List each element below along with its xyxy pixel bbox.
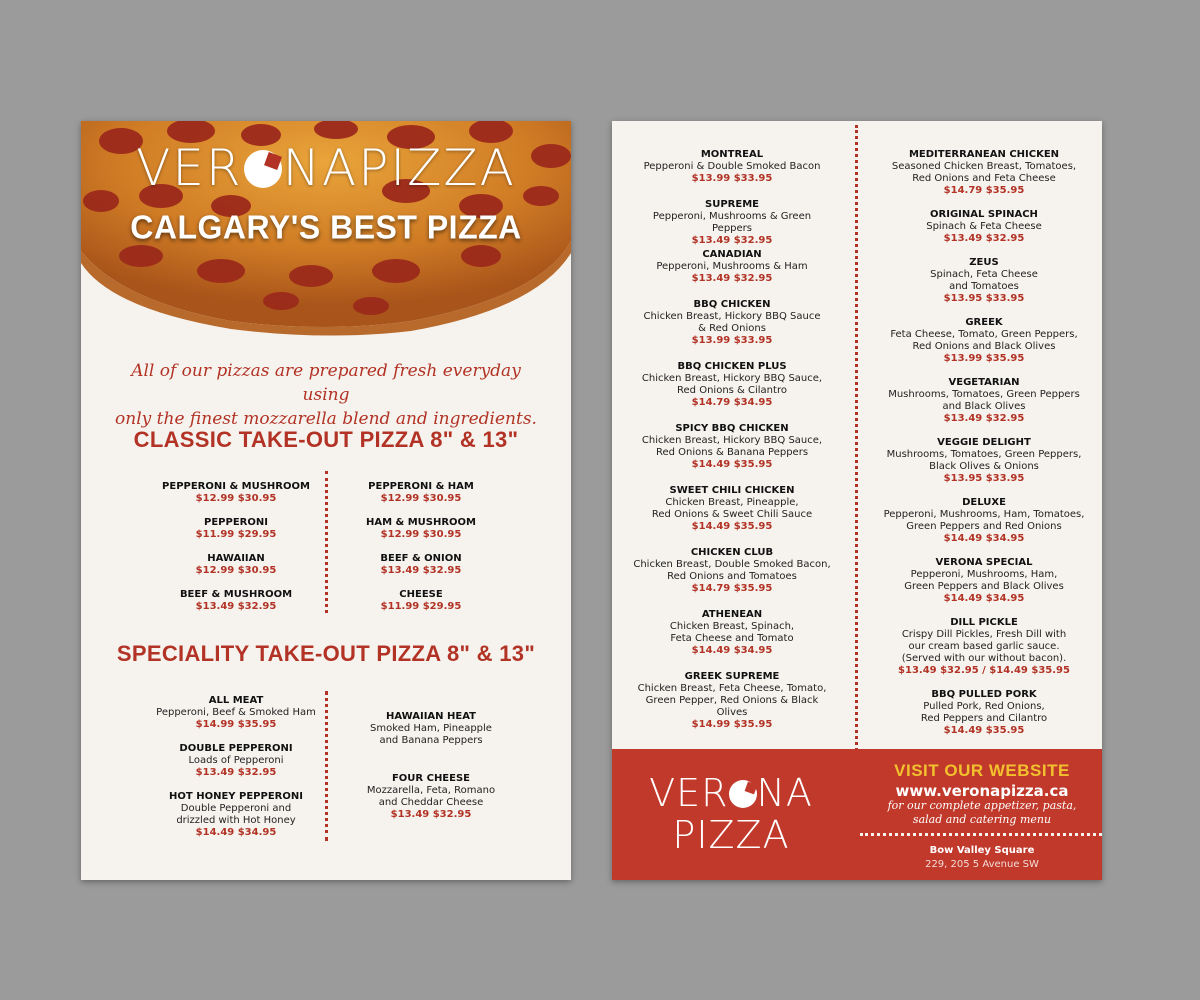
menu-item	[141, 481, 331, 517]
menu-item	[874, 317, 1094, 377]
item-name: BEEF & ONION	[380, 553, 462, 564]
footer-banner	[612, 749, 1102, 880]
item-description: Pepperoni, Mushrooms & Green Peppers	[652, 211, 812, 234]
item-name: VEGETARIAN	[948, 377, 1020, 388]
item-price: $13.49 $32.95	[943, 413, 1025, 424]
back-left-column	[632, 149, 832, 733]
menu-item	[632, 249, 832, 299]
item-description: and Banana Peppers	[379, 735, 483, 746]
item-price: $13.95 $33.95	[943, 473, 1025, 484]
item-description: (Served with our without bacon).	[901, 653, 1067, 664]
item-description: Chicken Breast, Pineapple,	[665, 497, 799, 508]
item-name: DELUXE	[962, 497, 1006, 508]
menu-item	[141, 517, 331, 553]
location-name: Bow Valley Square	[929, 845, 1035, 856]
item-name: SWEET CHILI CHICKEN	[669, 485, 795, 496]
footer-brand-text-right: NA	[756, 771, 813, 815]
item-price: $14.49 $34.95	[691, 645, 773, 656]
item-description: Red Onions and Black Olives	[912, 341, 1056, 352]
menu-item	[141, 553, 331, 589]
pizza-slice-logo-icon	[244, 150, 282, 188]
menu-item	[341, 589, 501, 625]
item-name: VERONA SPECIAL	[935, 557, 1033, 568]
item-description: Mozzarella, Feta, Romano	[366, 785, 496, 796]
item-price: $13.49 $32.95	[691, 235, 773, 246]
item-name: BBQ PULLED PORK	[931, 689, 1037, 700]
item-price: $12.99 $30.95	[195, 493, 277, 504]
specialty-right-column	[341, 711, 521, 833]
item-price: $14.49 $35.95	[943, 725, 1025, 736]
footer-brand-bottom: PIZZA	[672, 813, 790, 857]
menu-item	[874, 617, 1094, 689]
brand-text-right: NAPIZZA	[282, 139, 516, 197]
item-description: Pepperoni, Mushrooms & Ham	[656, 261, 808, 272]
website-note-line-1: for our complete appetizer, pasta,	[887, 799, 1077, 812]
item-price: $12.99 $30.95	[195, 565, 277, 576]
menu-item	[874, 209, 1094, 257]
item-description: Pulled Pork, Red Onions,	[923, 701, 1045, 712]
item-price: $14.49 $35.95	[691, 521, 773, 532]
item-name: MEDITERRANEAN CHICKEN	[908, 149, 1060, 160]
item-name: PEPPERONI & MUSHROOM	[162, 481, 310, 492]
menu-item	[632, 199, 832, 249]
item-description: Red Onions & Sweet Chili Sauce	[651, 509, 813, 520]
back-right-column	[874, 149, 1094, 749]
item-price: $12.99 $30.95	[380, 493, 462, 504]
item-description: and Cheddar Cheese	[378, 797, 484, 808]
item-name: ORIGINAL SPINACH	[930, 209, 1038, 220]
website-link[interactable]: www.veronapizza.ca	[895, 782, 1069, 800]
item-price: $13.49 $32.95	[380, 565, 462, 576]
menu-item	[341, 553, 501, 589]
item-price: $14.79 $34.95	[691, 397, 773, 408]
item-name: PEPPERONI	[204, 517, 268, 528]
item-description: Feta Cheese, Tomato, Green Peppers,	[890, 329, 1078, 340]
menu-item	[874, 257, 1094, 317]
item-price: $14.49 $35.95	[691, 459, 773, 470]
item-description: Double Pepperoni and	[180, 803, 292, 814]
item-name: GREEK	[965, 317, 1003, 328]
item-price: $13.49 $32.95	[390, 809, 472, 820]
item-description: Chicken Breast, Feta Cheese, Tomato,	[637, 683, 827, 694]
menu-item	[632, 671, 832, 733]
specialty-column-divider	[325, 691, 328, 841]
item-name: ALL MEAT	[208, 695, 264, 706]
website-note-line-2: salad and catering menu	[912, 813, 1052, 826]
item-description: Chicken Breast, Hickory BBQ Sauce,	[641, 373, 823, 384]
menu-item	[632, 361, 832, 423]
website-note	[872, 799, 1092, 827]
classic-left-column	[141, 481, 331, 625]
menu-item	[632, 485, 832, 547]
item-description: Green Pepper, Red Onions & Black Olives	[645, 695, 819, 718]
menu-item	[341, 711, 521, 773]
footer-divider	[860, 833, 1102, 836]
item-price: $13.99 $33.95	[691, 335, 773, 346]
item-price: $11.99 $29.95	[195, 529, 277, 540]
item-description: Crispy Dill Pickles, Fresh Dill with	[901, 629, 1067, 640]
item-price: $12.99 $30.95	[380, 529, 462, 540]
menu-item	[874, 557, 1094, 617]
front-menu-sheet	[81, 121, 571, 880]
item-description: Chicken Breast, Hickory BBQ Sauce	[643, 311, 821, 322]
menu-item	[141, 589, 331, 625]
menu-item	[874, 497, 1094, 557]
item-description: & Red Onions	[698, 323, 766, 334]
item-name: DOUBLE PEPPERONI	[179, 743, 293, 754]
item-description: Mushrooms, Tomatoes, Green Peppers	[888, 389, 1080, 400]
menu-item	[136, 791, 336, 851]
item-price: $14.99 $35.95	[195, 719, 277, 730]
intro-line-2: only the finest mozzarella blend and ingredients.	[115, 409, 537, 429]
menu-item	[632, 299, 832, 361]
item-name: ATHENEAN	[701, 609, 763, 620]
item-price: $13.49 $32.95	[195, 767, 277, 778]
item-name: GREEK SUPREME	[684, 671, 780, 682]
item-description: Black Olives & Onions	[929, 461, 1039, 472]
item-price: $14.49 $34.95	[195, 827, 277, 838]
item-price: $14.49 $34.95	[943, 533, 1025, 544]
item-description: Loads of Pepperoni	[188, 755, 284, 766]
location-address: 229, 205 5 Avenue SW	[925, 859, 1039, 870]
item-price: $11.99 $29.95	[380, 601, 462, 612]
tagline: CALGARY'S BEST PIZZA	[130, 208, 522, 246]
menu-item	[632, 149, 832, 199]
menu-item	[874, 377, 1094, 437]
item-description: Red Onions and Feta Cheese	[912, 173, 1056, 184]
item-description: Spinach, Feta Cheese	[930, 269, 1038, 280]
item-name: SPICY BBQ CHICKEN	[675, 423, 789, 434]
item-name: MONTREAL	[700, 149, 764, 160]
menu-item	[874, 437, 1094, 497]
item-description: Chicken Breast, Double Smoked Bacon,	[633, 559, 831, 570]
item-name: FOUR CHEESE	[391, 773, 471, 784]
item-price: $13.49 $32.95 / $14.49 $35.95	[898, 665, 1070, 676]
item-description: Red Onions & Banana Peppers	[655, 447, 809, 458]
classic-section-title: CLASSIC TAKE-OUT PIZZA 8" & 13"	[133, 427, 519, 452]
classic-column-divider	[325, 471, 328, 613]
item-price: $13.49 $32.95	[195, 601, 277, 612]
item-name: SUPREME	[705, 199, 759, 210]
item-price: $14.49 $34.95	[943, 593, 1025, 604]
item-name: BEEF & MUSHROOM	[179, 589, 293, 600]
item-description: Smoked Ham, Pineapple	[370, 723, 492, 734]
brand-logo	[81, 139, 571, 197]
menu-item	[341, 773, 521, 833]
footer-brand-top	[636, 771, 826, 815]
item-price: $14.79 $35.95	[691, 583, 773, 594]
item-price: $13.95 $33.95	[943, 293, 1025, 304]
item-price: $14.79 $35.95	[943, 185, 1025, 196]
item-name: CHICKEN CLUB	[690, 547, 774, 558]
item-name: HOT HONEY PEPPERONI	[169, 791, 303, 802]
menu-item	[632, 423, 832, 485]
item-name: HAWAIIAN	[207, 553, 265, 564]
pizza-slice-logo-icon	[729, 780, 757, 808]
item-description: Spinach & Feta Cheese	[926, 221, 1042, 232]
item-price: $13.49 $32.95	[943, 233, 1025, 244]
footer-brand-text-left: VER	[649, 771, 729, 815]
item-name: PEPPERONI & HAM	[368, 481, 474, 492]
menu-item	[874, 689, 1094, 749]
item-name: BBQ CHICKEN PLUS	[677, 361, 787, 372]
item-name: HAWAIIAN HEAT	[386, 711, 476, 722]
item-description: Chicken Breast, Spinach,	[669, 621, 795, 632]
item-price: $13.49 $32.95	[691, 273, 773, 284]
back-menu-sheet	[612, 121, 1102, 880]
item-description: Red Onions and Tomatoes	[667, 571, 797, 582]
item-description: Red Onions & Cilantro	[677, 385, 787, 396]
item-description: Pepperoni, Mushrooms, Ham, Tomatoes,	[883, 509, 1085, 520]
menu-item	[874, 149, 1094, 209]
item-description: Green Peppers and Red Onions	[906, 521, 1062, 532]
item-description: drizzled with Hot Honey	[176, 815, 296, 826]
specialty-left-column	[136, 695, 336, 851]
menu-item	[341, 481, 501, 517]
item-price: $14.99 $35.95	[691, 719, 773, 730]
item-name: ZEUS	[969, 257, 999, 268]
item-description: Pepperoni, Mushrooms, Ham,	[910, 569, 1058, 580]
item-description: Seasoned Chicken Breast, Tomatoes,	[891, 161, 1077, 172]
item-description: Pepperoni & Double Smoked Bacon	[643, 161, 821, 172]
item-price: $13.99 $33.95	[691, 173, 773, 184]
pizza-hero-image	[81, 121, 571, 336]
brand-text-left: VER	[136, 139, 243, 197]
visit-website-heading: VISIT OUR WEBSITE	[894, 761, 1070, 780]
item-description: Red Peppers and Cilantro	[920, 713, 1048, 724]
item-description: Mushrooms, Tomatoes, Green Peppers,	[886, 449, 1082, 460]
menu-item	[341, 517, 501, 553]
item-description: and Tomatoes	[949, 281, 1019, 292]
item-description: Pepperoni, Beef & Smoked Ham	[156, 707, 316, 718]
specialty-section-title: SPECIALITY TAKE-OUT PIZZA 8" & 13"	[116, 641, 536, 666]
item-name: BBQ CHICKEN	[693, 299, 771, 310]
item-description: Green Peppers and Black Olives	[904, 581, 1064, 592]
menu-item	[632, 609, 832, 671]
menu-item	[632, 547, 832, 609]
item-name: CHEESE	[399, 589, 443, 600]
item-description: Feta Cheese and Tomato	[670, 633, 794, 644]
item-description: our cream based garlic sauce.	[908, 641, 1060, 652]
classic-right-column	[341, 481, 501, 625]
item-price: $13.99 $35.95	[943, 353, 1025, 364]
item-name: CANADIAN	[702, 249, 762, 260]
intro-line-1: All of our pizzas are prepared fresh everyday using	[131, 361, 521, 405]
item-name: DILL PICKLE	[950, 617, 1018, 628]
intro-text	[111, 359, 541, 431]
menu-item	[136, 695, 336, 743]
menu-item	[136, 743, 336, 791]
item-name: HAM & MUSHROOM	[365, 517, 477, 528]
item-description: and Black Olives	[942, 401, 1026, 412]
item-description: Chicken Breast, Hickory BBQ Sauce,	[641, 435, 823, 446]
item-name: VEGGIE DELIGHT	[937, 437, 1031, 448]
